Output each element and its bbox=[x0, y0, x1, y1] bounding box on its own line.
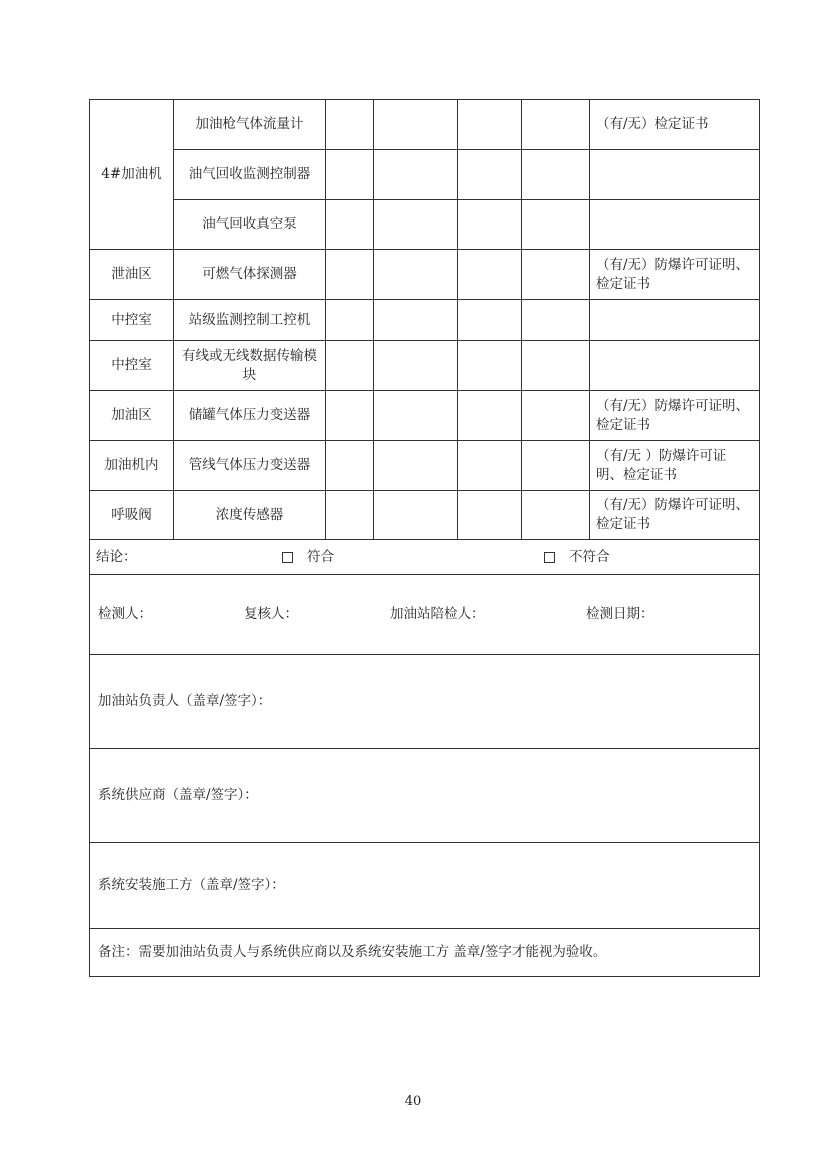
conclusion-cell bbox=[90, 540, 760, 575]
blank-cell bbox=[326, 150, 374, 200]
table-row bbox=[90, 100, 760, 150]
remark-note-row bbox=[90, 929, 760, 977]
inspection-table bbox=[89, 99, 760, 977]
conclusion-row bbox=[90, 540, 760, 575]
blank-cell bbox=[374, 300, 458, 341]
table-row bbox=[90, 300, 760, 341]
blank-cell bbox=[522, 391, 590, 441]
remark-cell: （有/无）防爆许可证明、检定证书 bbox=[590, 391, 760, 441]
table-row bbox=[90, 441, 760, 491]
blank-cell bbox=[522, 341, 590, 391]
location-cell: 泄油区 bbox=[90, 250, 174, 300]
remark-note-cell: 备注：需要加油站负责人与系统供应商以及系统安装施工方 盖章/签字才能视为验收。 bbox=[90, 929, 760, 977]
checkbox-icon[interactable] bbox=[544, 552, 555, 563]
blank-cell bbox=[374, 250, 458, 300]
blank-cell bbox=[522, 250, 590, 300]
remark-cell bbox=[590, 300, 760, 341]
blank-cell bbox=[374, 200, 458, 250]
blank-cell bbox=[374, 100, 458, 150]
blank-cell bbox=[522, 100, 590, 150]
remark-cell bbox=[590, 341, 760, 391]
station-manager-row bbox=[90, 655, 760, 749]
nonconform-option[interactable] bbox=[544, 548, 610, 567]
location-cell: 加油区 bbox=[90, 391, 174, 441]
conform-label: 符合 bbox=[307, 548, 334, 565]
device-cell: 加油枪气体流量计 bbox=[174, 100, 326, 150]
system-supplier-row bbox=[90, 749, 760, 843]
table-row bbox=[90, 391, 760, 441]
device-cell: 有线或无线数据传输模块 bbox=[174, 341, 326, 391]
conform-option[interactable] bbox=[282, 548, 544, 567]
device-cell: 浓度传感器 bbox=[174, 491, 326, 540]
table-row bbox=[90, 341, 760, 391]
location-cell: 呼吸阀 bbox=[90, 491, 174, 540]
installer-row bbox=[90, 843, 760, 929]
inspector-label: 检测人： bbox=[98, 606, 152, 622]
blank-cell bbox=[458, 300, 522, 341]
blank-cell bbox=[458, 391, 522, 441]
blank-cell bbox=[326, 200, 374, 250]
blank-cell bbox=[458, 250, 522, 300]
blank-cell bbox=[522, 300, 590, 341]
station-escort-label: 加油站陪检人： bbox=[390, 606, 485, 622]
checkbox-icon[interactable] bbox=[282, 552, 293, 563]
reviewer-label: 复核人： bbox=[244, 606, 298, 622]
system-supplier-cell: 系统供应商（盖章/签字）： bbox=[90, 749, 760, 843]
blank-cell bbox=[374, 491, 458, 540]
location-cell: 中控室 bbox=[90, 341, 174, 391]
table-row bbox=[90, 200, 760, 250]
blank-cell bbox=[326, 300, 374, 341]
remark-cell: （有/无 ）防爆许可证明、检定证书 bbox=[590, 441, 760, 491]
blank-cell bbox=[522, 200, 590, 250]
device-cell: 站级监测控制工控机 bbox=[174, 300, 326, 341]
signature-row bbox=[90, 575, 760, 655]
blank-cell bbox=[458, 100, 522, 150]
blank-cell bbox=[326, 100, 374, 150]
device-cell: 可燃气体探测器 bbox=[174, 250, 326, 300]
location-cell: 4#加油机 bbox=[90, 100, 174, 250]
blank-cell bbox=[522, 491, 590, 540]
blank-cell bbox=[374, 341, 458, 391]
blank-cell bbox=[458, 150, 522, 200]
device-cell: 油气回收监测控制器 bbox=[174, 150, 326, 200]
blank-cell bbox=[374, 150, 458, 200]
signature-cell bbox=[90, 575, 760, 655]
table-row bbox=[90, 150, 760, 200]
remark-cell: （有/无）防爆许可证明、检定证书 bbox=[590, 250, 760, 300]
location-cell: 中控室 bbox=[90, 300, 174, 341]
remark-cell: （有/无）防爆许可证明、检定证书 bbox=[590, 491, 760, 540]
remark-cell: （有/无）检定证书 bbox=[590, 100, 760, 150]
blank-cell bbox=[374, 441, 458, 491]
blank-cell bbox=[522, 150, 590, 200]
station-manager-cell: 加油站负责人（盖章/签字）： bbox=[90, 655, 760, 749]
conclusion-label: 结论： bbox=[96, 548, 137, 565]
remark-cell bbox=[590, 200, 760, 250]
blank-cell bbox=[326, 491, 374, 540]
device-cell: 油气回收真空泵 bbox=[174, 200, 326, 250]
nonconform-label: 不符合 bbox=[569, 548, 610, 565]
blank-cell bbox=[458, 200, 522, 250]
blank-cell bbox=[458, 491, 522, 540]
table-row bbox=[90, 250, 760, 300]
table-row bbox=[90, 491, 760, 540]
location-cell: 加油机内 bbox=[90, 441, 174, 491]
blank-cell bbox=[326, 391, 374, 441]
blank-cell bbox=[326, 341, 374, 391]
blank-cell bbox=[374, 391, 458, 441]
blank-cell bbox=[458, 441, 522, 491]
blank-cell bbox=[522, 441, 590, 491]
page-number: 40 bbox=[404, 1094, 422, 1109]
blank-cell bbox=[458, 341, 522, 391]
remark-cell bbox=[590, 150, 760, 200]
blank-cell bbox=[326, 250, 374, 300]
device-cell: 储罐气体压力变送器 bbox=[174, 391, 326, 441]
device-cell: 管线气体压力变送器 bbox=[174, 441, 326, 491]
installer-cell: 系统安装施工方（盖章/签字）： bbox=[90, 843, 760, 929]
blank-cell bbox=[326, 441, 374, 491]
inspection-date-label: 检测日期： bbox=[586, 606, 654, 622]
